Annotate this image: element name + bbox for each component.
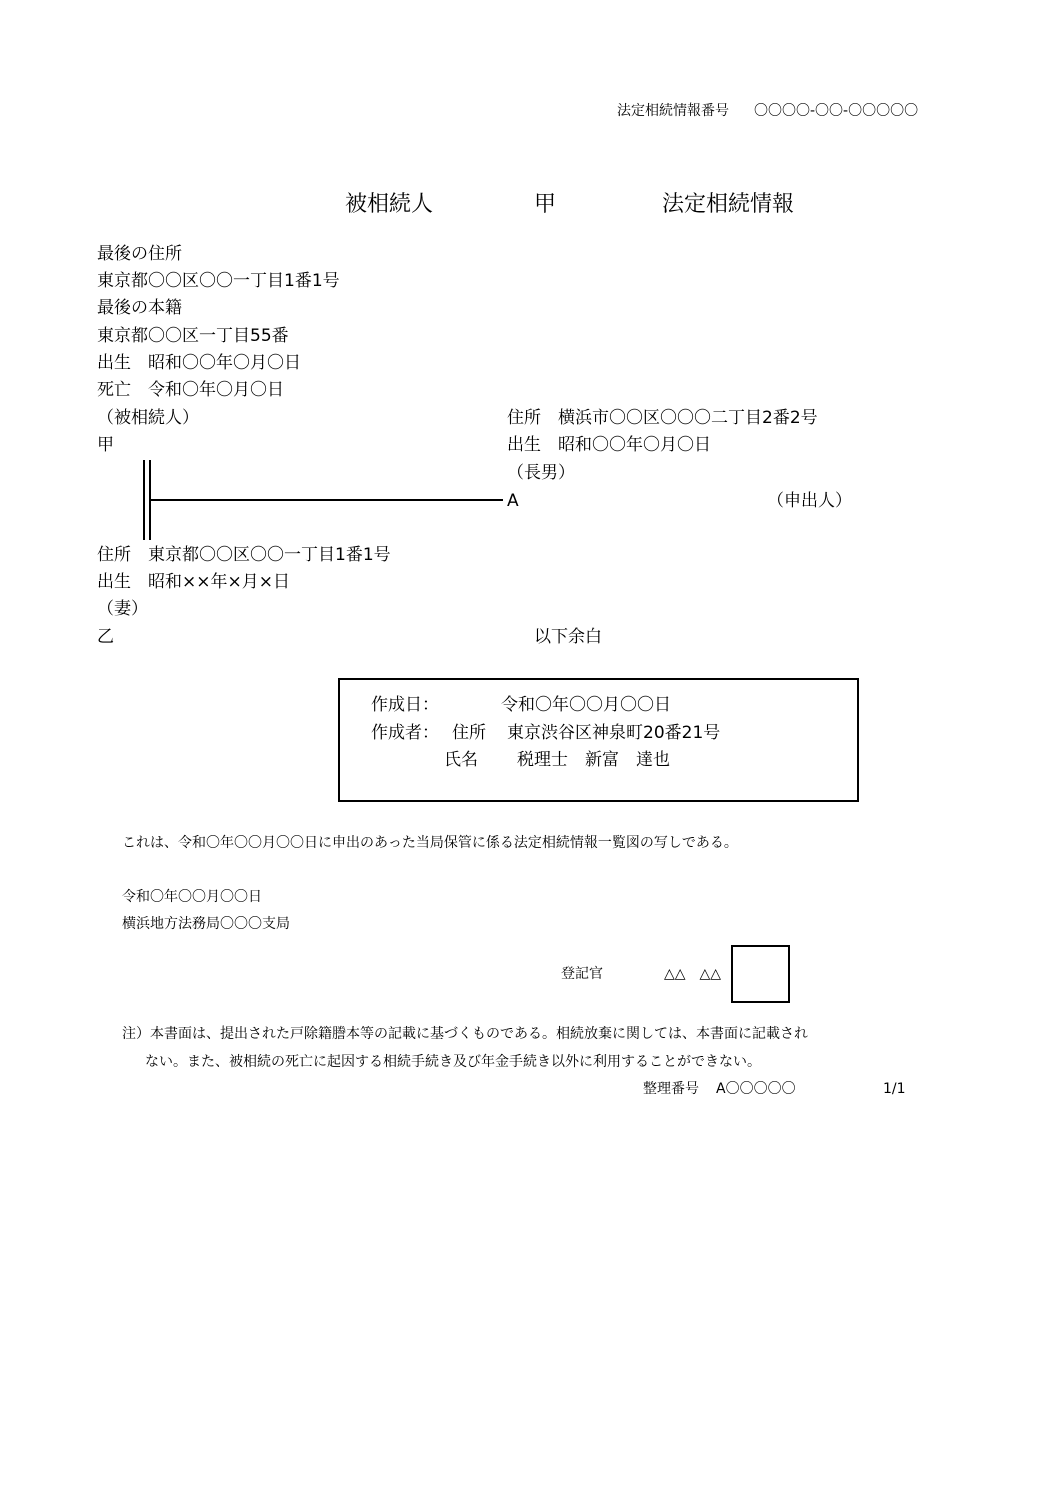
- note-line-2: ない。また、被相続の死亡に起因する相続手続き及び年金手続き以外に利用することができない。: [145, 1054, 761, 1070]
- last-domicile: 東京都〇〇区一丁目55番: [97, 326, 289, 346]
- reference-number-value: A〇〇〇〇〇: [716, 1081, 796, 1097]
- note-line-1: 注）本書面は、提出された戸除籍謄本等の記載に基づくものである。相続放棄に関しては、本書面に記載され: [122, 1026, 808, 1042]
- creator-address: 東京渋谷区神泉町20番21号: [507, 723, 721, 743]
- remainder-blank-note: 以下余白: [534, 627, 602, 647]
- deceased-birth: 出生 昭和〇〇年〇月〇日: [97, 353, 301, 373]
- last-address-label: 最後の住所: [97, 244, 182, 264]
- registrar-name: △△ △△: [664, 966, 722, 982]
- registrar-label: 登記官: [561, 966, 603, 982]
- heir-birth: 出生 昭和〇〇年〇月〇日: [507, 435, 711, 455]
- creator-name-label: 氏名: [444, 750, 478, 770]
- creation-date-label: 作成日：: [371, 695, 439, 715]
- certification-office: 横浜地方法務局〇〇〇支局: [122, 916, 290, 932]
- title-info-label: 法定相続情報: [662, 192, 795, 217]
- page-number: 1/1: [883, 1081, 906, 1097]
- deceased-role: （被相続人）: [97, 408, 199, 428]
- info-number-value: 〇〇〇〇-〇〇-〇〇〇〇〇: [754, 103, 919, 119]
- heir-address: 住所 横浜市〇〇区〇〇〇二丁目2番2号: [507, 408, 818, 428]
- creator-label: 作成者：: [371, 723, 439, 743]
- last-address: 東京都〇〇区〇〇一丁目1番1号: [97, 271, 340, 291]
- certification-statement: これは、令和〇年〇〇月〇〇日に申出のあった当局保管に係る法定相続情報一覧図の写しである。: [122, 835, 738, 851]
- deceased-name: 甲: [97, 435, 114, 455]
- title-deceased-label: 被相続人: [345, 192, 434, 217]
- deceased-death: 死亡 令和〇年〇月〇日: [97, 380, 284, 400]
- spouse-address: 住所 東京都〇〇区〇〇一丁目1番1号: [97, 545, 391, 565]
- spouse-birth: 出生 昭和××年×月×日: [97, 572, 290, 592]
- last-domicile-label: 最後の本籍: [97, 298, 182, 318]
- certification-date: 令和〇年〇〇月〇〇日: [122, 889, 262, 905]
- info-number-label: 法定相続情報番号: [617, 103, 729, 119]
- applicant-label: （申出人）: [767, 491, 852, 511]
- heir-relation: （長男）: [507, 463, 575, 483]
- creation-date: 令和〇年〇〇月〇〇日: [501, 695, 671, 715]
- heir-name: A: [507, 491, 519, 511]
- creator-name: 税理士 新富 達也: [517, 750, 670, 770]
- creator-address-label: 住所: [452, 723, 486, 743]
- child-connector-line: [151, 499, 503, 501]
- official-seal-box: [731, 945, 790, 1003]
- spouse-name: 乙: [97, 627, 114, 647]
- reference-number-label: 整理番号: [643, 1081, 699, 1097]
- title-deceased-name: 甲: [534, 192, 557, 217]
- spouse-relation: （妻）: [97, 599, 148, 619]
- marriage-line-left: [143, 460, 145, 540]
